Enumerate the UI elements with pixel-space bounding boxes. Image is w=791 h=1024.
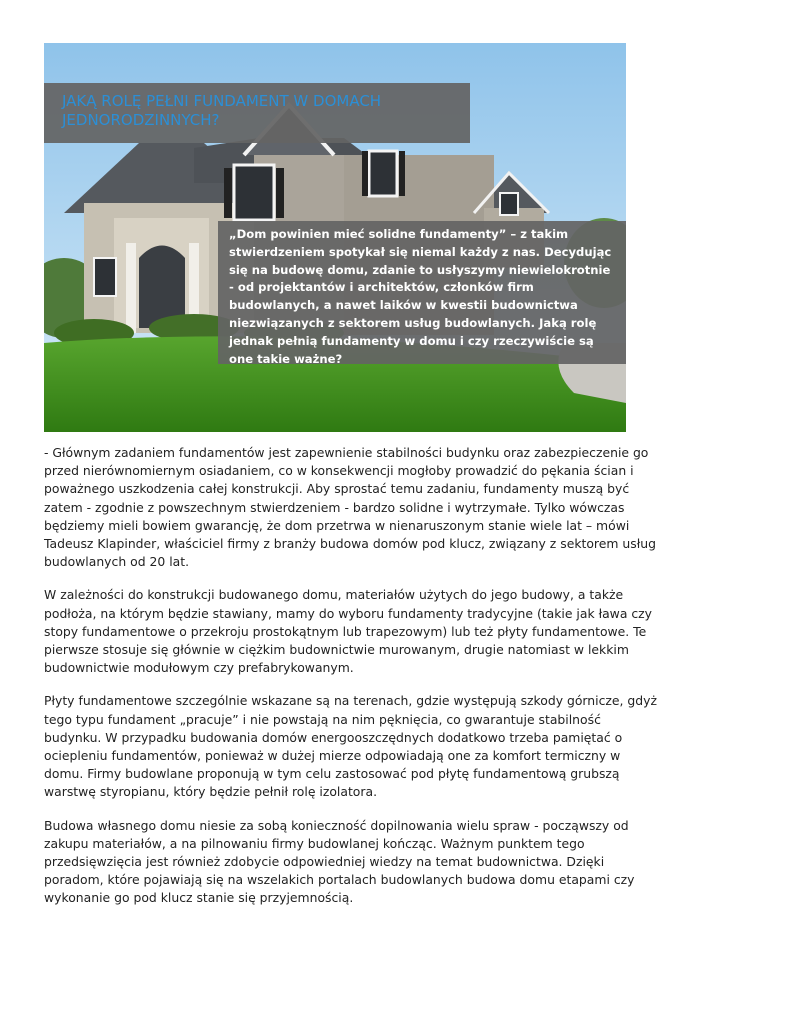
article-paragraph: Płyty fundamentowe szczególnie wskazane są na terenach, gdzie występują szkody górnicze, gdyż tego typu fundament „pracuje” i nie powstają na nim pęknięcia, co gwarantuje stabilność budynku. W przypadku budowania domów energooszczędnych dodatkowo trzeba pamiętać o ociepleniu fundamentów, ponieważ w dużej mierze odpowiadają one za komfort termiczny w domu. Firmy budowlane proponują w tym celu zastosować pod płytę fundamentową grubszą warstwę styropianu, który będzie pełnił rolę izolatora. xyxy=(44,693,657,800)
page-title: JAKĄ ROLĘ PEŁNI FUNDAMENT W DOMACH JEDNORODZINNYCH? xyxy=(62,92,382,129)
article-body xyxy=(44,444,659,923)
intro-overlay xyxy=(218,221,626,364)
article-paragraph: Budowa własnego domu niesie za sobą konieczność dopilnowania wielu spraw - począwszy od zakupu materiałów, a na pilnowaniu firmy budowlanej kończąc. Ważnym punktem tego przedsięwzięcia jest również zdobycie odpowiedniej wiedzy na temat budownictwa. Dzięki poradom, które pojawiają się na wszelakich portalach budowlanych budowa domu etapami czy wykonanie go pod klucz stanie się przyjemnością. xyxy=(44,817,635,906)
title-overlay xyxy=(44,83,470,143)
article-paragraph: W zależności do konstrukcji budowanego domu, materiałów użytych do jego budowy, a także podłoża, na którym będzie stawiany, mamy do wyboru fundamenty tradycyjne (takie jak ława czy stopy fundamentowe o przekroju prostokątnym lub trapezowym) lub też płyty fundamentowe. Te pierwsze stosuje się głównie w ciężkim budownictwie murowanym, drugie natomiast w lekkim budownictwie modułowym czy prefabrykowanym. xyxy=(44,587,653,676)
intro-quote: „Dom powinien mieć solidne fundamenty” – z takim stwierdzeniem spotykał się niemal każdy z nas. Decydując się na budowę domu, zdanie to usłyszymy niewielokrotnie - od projektantów i architektów, członków firm budowlanych, a nawet laików w kwestii budownictwa niezwiązanych z sektorem usług budowlanych. Jaką rolę jednak pełnią fundamenty w domu i czy rzeczywiście są one takie ważne? xyxy=(229,227,612,366)
article-paragraph: - Głównym zadaniem fundamentów jest zapewnienie stabilności budynku oraz zabezpieczenie go przed nierównomiernym osiadaniem, co w konsekwencji mogłoby prowadzić do pękania ścian i poważnego uszkodzenia całej konstrukcji. Aby sprostać temu zadaniu, fundamenty muszą być zatem - zgodnie z powszechnym stwierdzeniem - bardzo solidne i wytrzymałe. Tylko wówczas będziemy mieli bowiem gwarancję, że dom przetrwa w nienaruszonym stanie wiele lat – mówi Tadeusz Klapinder, właściciel firmy z branży budowa domów pod klucz, związany z sektorem usług budowlanych od 20 lat. xyxy=(44,445,656,570)
